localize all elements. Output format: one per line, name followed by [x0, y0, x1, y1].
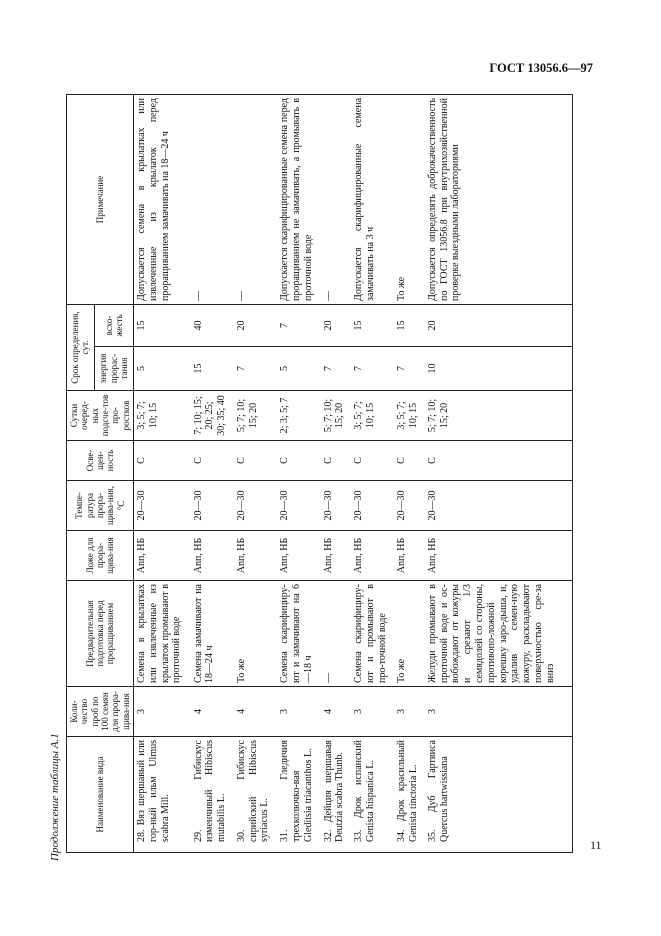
table-row [394, 94, 424, 852]
table-row [351, 94, 394, 852]
cell-light: С [425, 441, 573, 481]
cell-prep: Семена скарифициру-ют и промывают в про-точной воде [351, 581, 394, 687]
cell-light: С [351, 441, 394, 481]
cell-energy: 5 [134, 347, 191, 391]
table-caption: Продолжение таблицы А.1 [49, 733, 61, 861]
cell-count: 4 [234, 687, 277, 737]
cell-energy: 15 [191, 347, 234, 391]
cell-species: 34. Дрок красильный Genista tinctoria L. [394, 737, 424, 853]
table-body [134, 94, 573, 852]
rotated-table-container [66, 95, 568, 853]
cell-days: 5; 7; 10; 15; 20 [321, 391, 351, 441]
cell-bed: Anп, НБ [134, 531, 191, 581]
table-row [425, 94, 573, 852]
col-header-note: Примечание [67, 94, 134, 304]
col-header-prep: Предварительная подготовка перед проращиванием [67, 581, 134, 687]
col-header-days: Сутки очеред-ных подсче-тов про-ростков [67, 391, 134, 441]
cell-days: 5; 7; 10; 15; 20 [234, 391, 277, 441]
cell-prep: То же [234, 581, 277, 687]
cell-bed: Anп, НБ [277, 531, 320, 581]
cell-note: — [191, 94, 234, 304]
cell-temp: 20—30 [191, 481, 234, 531]
cell-light: С [321, 441, 351, 481]
cell-total: 7 [277, 304, 320, 346]
cell-total: 15 [394, 304, 424, 346]
cell-energy: 7 [321, 347, 351, 391]
cell-count: 4 [321, 687, 351, 737]
cell-count: 3 [394, 687, 424, 737]
cell-note: Допускается скарифицированные семена перед проращиванием не замачивать, а промывать в проточной воде [277, 94, 320, 304]
page-number: 11 [590, 838, 602, 852]
cell-note: Допускается семена в крылатках или извлеченные из крылаток перед проращиванием замачивать на 18—24 ч [134, 94, 191, 304]
cell-species: 30. Гибискус сирийский Hibiscus syriacus L. [234, 737, 277, 853]
cell-prep: — [321, 581, 351, 687]
cell-count: 3 [425, 687, 573, 737]
cell-energy: 7 [351, 347, 394, 391]
cell-energy: 7 [394, 347, 424, 391]
cell-total: 20 [234, 304, 277, 346]
cell-count: 4 [191, 687, 234, 737]
cell-temp: 20—30 [134, 481, 191, 531]
cell-energy: 7 [234, 347, 277, 391]
cell-note: То же [394, 94, 424, 304]
cell-bed: Anп, НБ [394, 531, 424, 581]
cell-note: Допускается скарифицированные семена замачивать на 3 ч [351, 94, 394, 304]
cell-energy: 5 [277, 347, 320, 391]
cell-prep: Желуди промывают в проточной воде и ос-вобождают от кожуры и срезают 1/3 семядолей со стороны, противопо-ложной корешку заро-дыша, и, удалив семен-ную кожуру, раскладывают поверхностью сре-за вниз [425, 581, 573, 687]
cell-days: 3; 5; 7; 10; 15 [394, 391, 424, 441]
cell-temp: 20—30 [394, 481, 424, 531]
cell-total: 15 [351, 304, 394, 346]
cell-note: — [321, 94, 351, 304]
cell-bed: Anп, НБ [425, 531, 573, 581]
cell-count: 3 [134, 687, 191, 737]
cell-count: 3 [351, 687, 394, 737]
cell-count: 3 [277, 687, 320, 737]
cell-bed: Anп, НБ [321, 531, 351, 581]
col-header-total: всхо-жесть [94, 304, 133, 346]
cell-prep: Семена в крылатках или извлеченные из крылаток промывают в проточной воде [134, 581, 191, 687]
cell-total: 15 [134, 304, 191, 346]
cell-note: Допускается определять доброкачественность по ГОСТ 13056.8 при внутрихозяйственной проверке выездными лабораториями [425, 94, 573, 304]
col-header-species: Наименование вида [67, 737, 134, 853]
cell-prep: Семена замачивают на 18—24 ч [191, 581, 234, 687]
cell-total: 20 [321, 304, 351, 346]
cell-temp: 20—30 [234, 481, 277, 531]
cell-light: С [394, 441, 424, 481]
cell-bed: Anп, НБ [191, 531, 234, 581]
col-header-term: Срок определения, сут. [67, 304, 95, 390]
cell-species: 28. Вяз шершавый или гор-ный ильм Ulmus scabra Mill. [134, 737, 191, 853]
cell-bed: Anп, НБ [234, 531, 277, 581]
cell-note: — [234, 94, 277, 304]
cell-total: 40 [191, 304, 234, 346]
germination-table [66, 94, 573, 853]
cell-bed: Anп, НБ [351, 531, 394, 581]
cell-total: 20 [425, 304, 573, 346]
cell-light: С [134, 441, 191, 481]
cell-prep: То же [394, 581, 424, 687]
cell-light: С [277, 441, 320, 481]
cell-species: 35. Дуб Гартвиса Quercus hartwissiana [425, 737, 573, 853]
cell-species: 31. Гледичия трехколючко-вая Gleditsia triacanthos L. [277, 737, 320, 853]
cell-light: С [234, 441, 277, 481]
cell-temp: 20—30 [425, 481, 573, 531]
cell-species: 32. Дейция шершавая Deutzia scabra Thunb. [321, 737, 351, 853]
cell-energy: 10 [425, 347, 573, 391]
cell-days: 7; 10; 15; 20; 25; 30; 35; 40 [191, 391, 234, 441]
cell-species: 29. Гибискус изменчивый Hibiscus mutabilis L. [191, 737, 234, 853]
table-row [234, 94, 277, 852]
col-header-light: Осве-щен-ность [67, 441, 134, 481]
cell-prep: Семена скарифициру-ют и замачивают на 6—18 ч [277, 581, 320, 687]
col-header-count: Коли-чество проб по 100 семян для прора-щива-ния [67, 687, 134, 737]
cell-days: 3; 5; 7; 10; 15 [134, 391, 191, 441]
col-header-bed: Ложе для прора-щива-ния [67, 531, 134, 581]
table-row [321, 94, 351, 852]
cell-temp: 20—30 [351, 481, 394, 531]
cell-days: 3; 5; 7; 10; 15 [351, 391, 394, 441]
col-header-temp: Темпе-ратура прора-щива-ния, °С [67, 481, 134, 531]
cell-days: 5; 7; 10; 15; 20 [425, 391, 573, 441]
cell-days: 2; 3; 5; 7 [277, 391, 320, 441]
table-row [134, 94, 191, 852]
cell-light: С [191, 441, 234, 481]
header-row [67, 94, 95, 852]
cell-temp: 20—30 [321, 481, 351, 531]
document-code: ГОСТ 13056.6—97 [489, 61, 593, 75]
table-row [277, 94, 320, 852]
cell-species: 33. Дрок испанский Genista hispanica L. [351, 737, 394, 853]
table-row [191, 94, 234, 852]
cell-temp: 20—30 [277, 481, 320, 531]
col-header-energy: энергия прорас-тания [94, 347, 133, 391]
